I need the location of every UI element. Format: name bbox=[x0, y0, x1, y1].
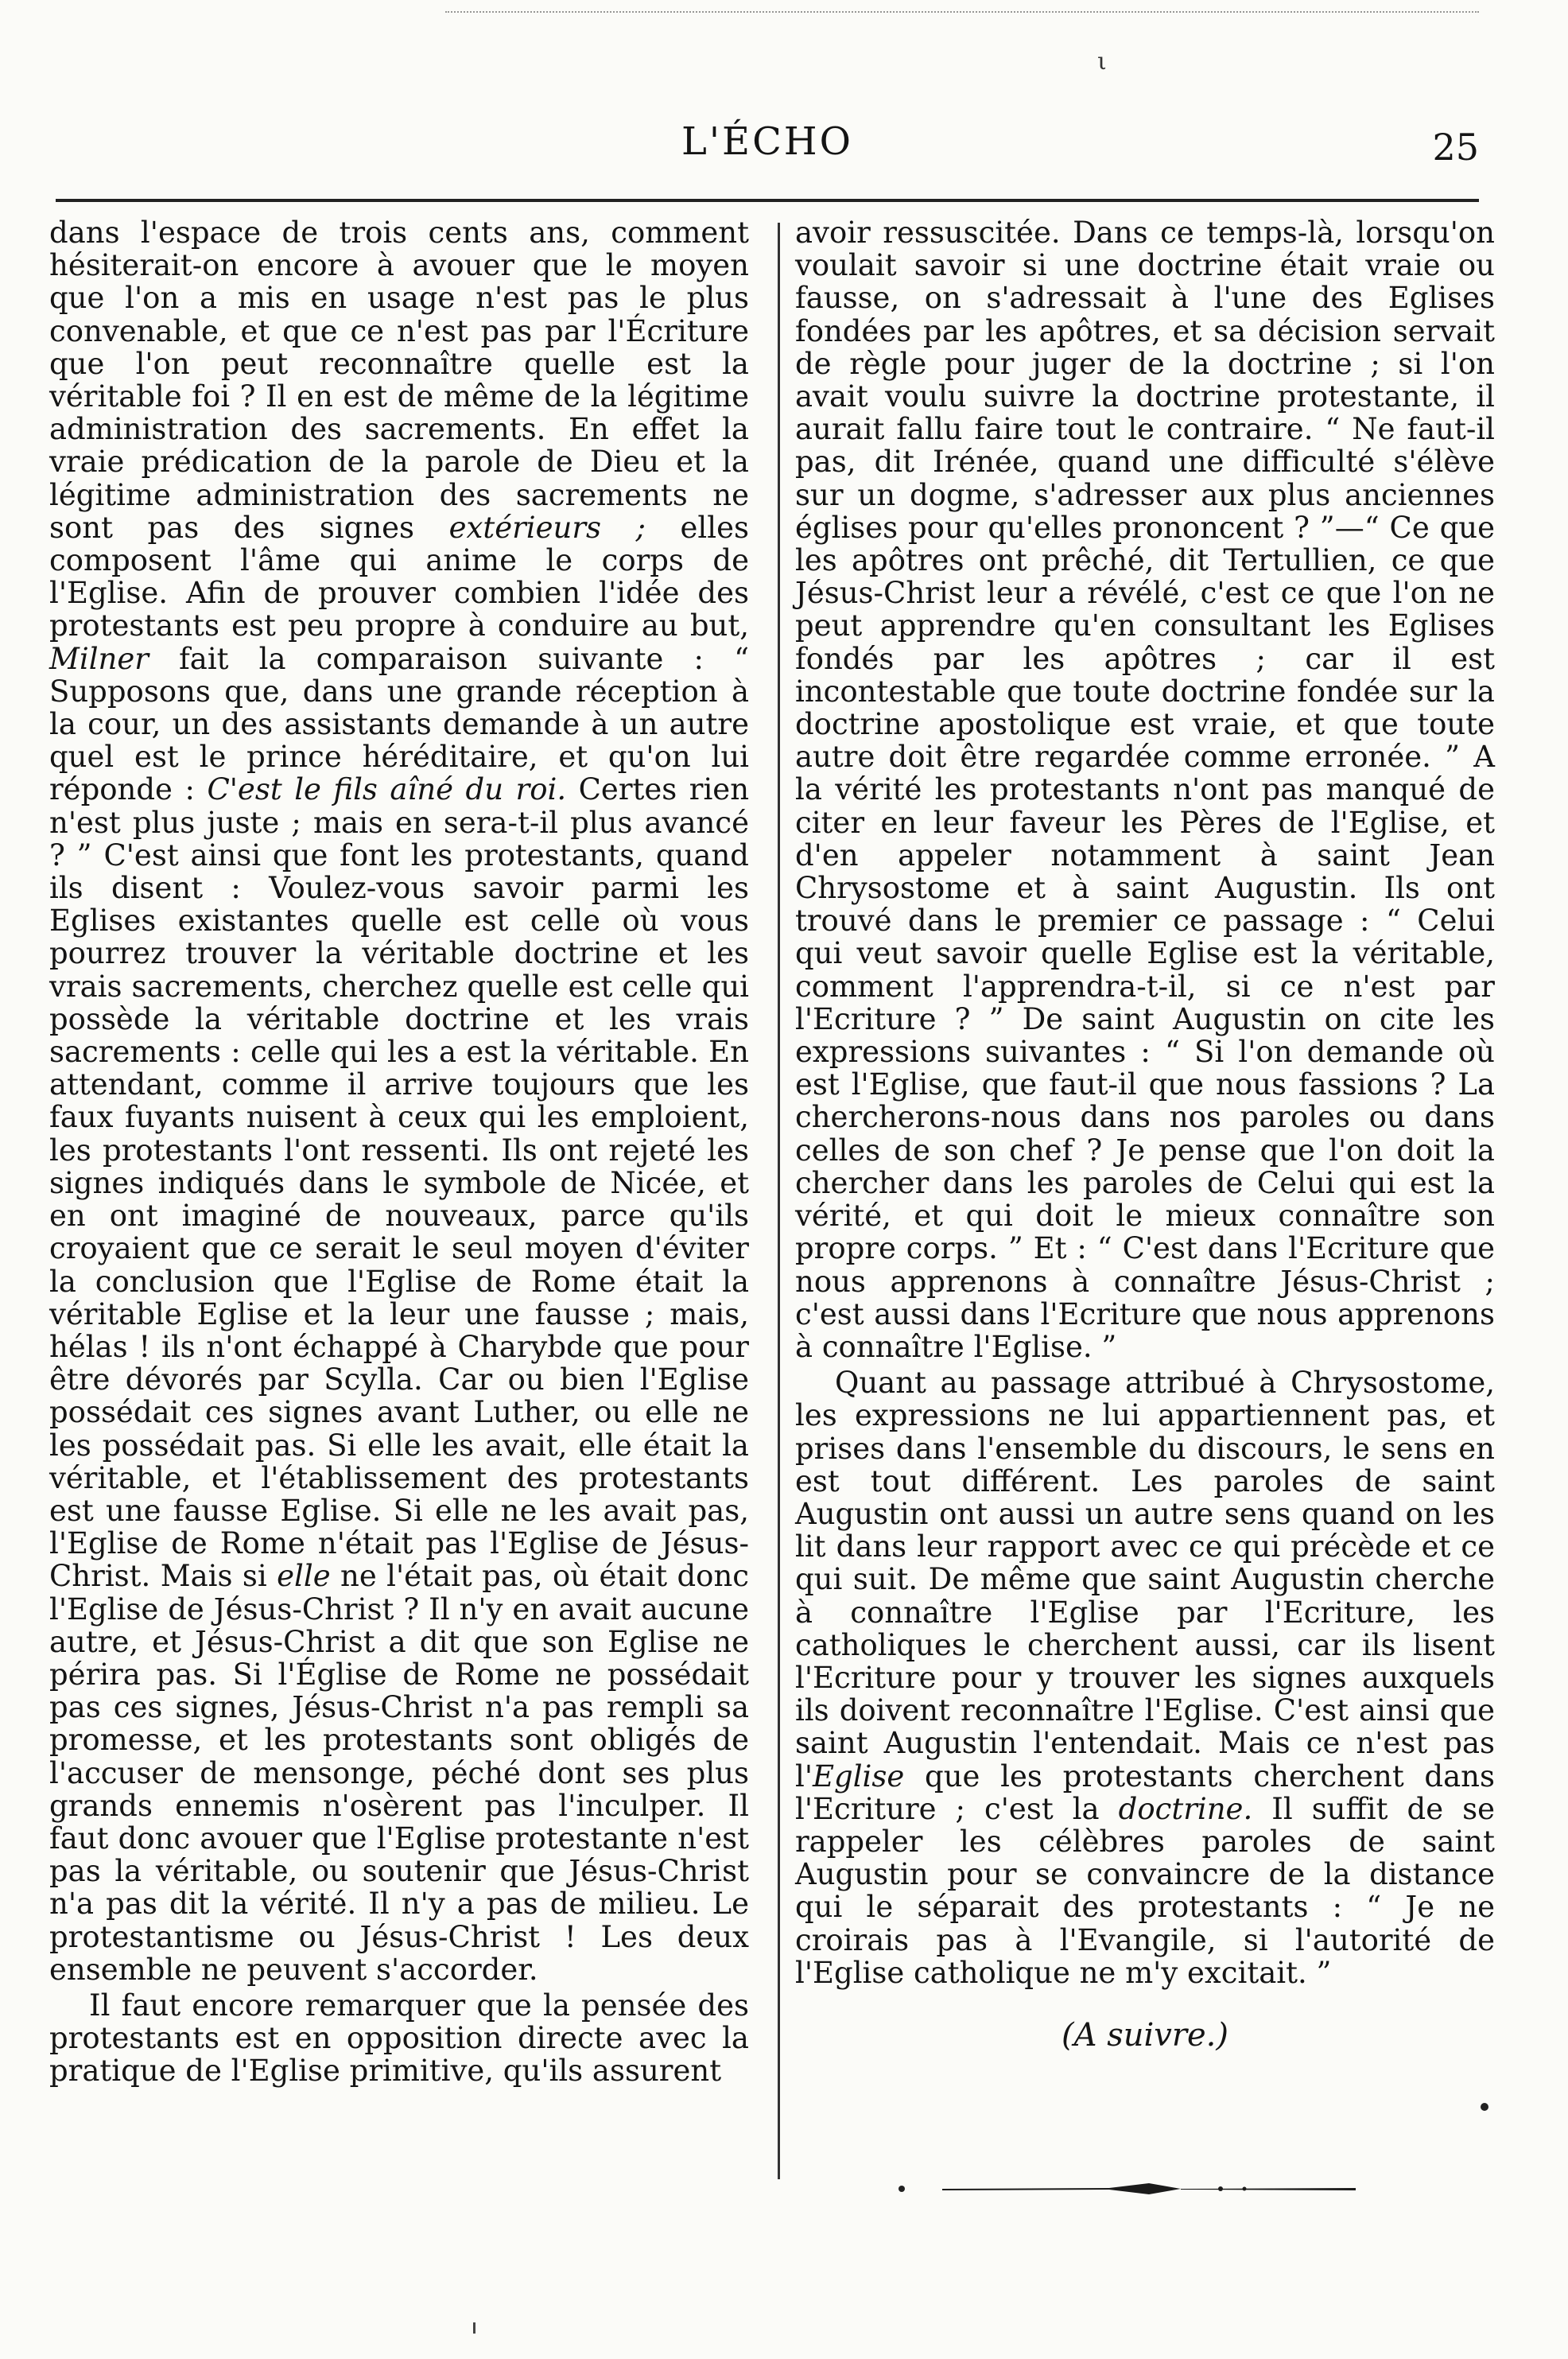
to-be-continued: (A suivre.) bbox=[1062, 2016, 1228, 2054]
text-run: elles composent l'âme qui anime le corps de l'Eglise. Afin de prouver combien l'idée des protestants est peu propre à conduire au but, bbox=[49, 510, 749, 643]
text-run: que les protestants cherchent dans l'Ecriture ; c'est la bbox=[795, 1759, 1495, 1826]
running-title: L'ÉCHO bbox=[681, 119, 854, 164]
page-number: 25 bbox=[1432, 126, 1479, 169]
text-run: ne l'était pas, où était donc l'Eglise de Jésus-Christ ? Il n'y en avait aucune autre, et Jésus-Christ a dit que son Eglise ne périra pas. Si l'Église de Rome ne possédait pas ces signes, Jésus-Christ n'a pas rempli sa promesse, et les protestants sont obligés de l'accuser de mensonge, péché dont ses plus grands ennemis n'osèrent pas l'inculper. Il faut donc avouer que l'Eglise protestante n'est pas la véritable, ou soutenir que Jésus-Christ n'a pas dit la vérité. Il n'y a pas de milieu. Le protestantisme ou Jésus-Christ ! Les deux ensemble ne peuvent s'accorder. bbox=[49, 1559, 749, 1987]
emphasis-eglise: Eglise bbox=[813, 1759, 905, 1794]
print-speck: ι bbox=[1097, 48, 1107, 76]
ornament-dot bbox=[898, 2186, 905, 2192]
top-edge-border bbox=[445, 0, 1479, 13]
emphasis-elle: elle bbox=[277, 1559, 331, 1594]
emphasis-milner: Milner bbox=[49, 641, 149, 676]
text-run: Certes rien n'est plus juste ; mais en sera-t-il plus avancé ? ” C'est ainsi que font les protestants, quand ils disent : Voulez-vous savoir parmi les Eglises existantes quelle est celle où vous pourrez trouver la véritable doctrine et les vrais sacrements, cherchez quelle est celle qui possède la véritable doctrine et les vrais sacrements : celle qui les a est la véritable. En attendant, comme il arrive toujours que les faux fuyants nuisent à ceux qui les emploient, les protestants l'ont ressenti. Ils ont rejeté les signes indiqués dans le symbole de Nicée, et en ont imaginé de nouveaux, parce qu'ils croyaient que ce serait le seul moyen d'éviter la conclusion que l'Eglise de Rome était la véritable Eglise et la leur une fausse ; mais, hélas ! ils n'ont échappé à Charybde que pour être dévorés par Scylla. Car ou bien l'Eglise possédait ces signes avant Luther, ou elle ne les possédait pas. Si elle les avait, elle était la véritable, et l'établissement des protestants est une fausse Eglise. Si elle ne les avait pas, l'Eglise de Rome n'était pas l'Eglise de Jésus-Christ. Mais si bbox=[49, 772, 750, 1594]
left-column bbox=[49, 216, 749, 2088]
left-paragraph-1 bbox=[49, 216, 749, 1986]
emphasis-doctrine: doctrine. bbox=[1118, 1791, 1253, 1826]
emphasis-exterieurs: extérieurs ; bbox=[448, 510, 646, 545]
column-divider bbox=[778, 223, 780, 2179]
print-speck bbox=[473, 2322, 475, 2334]
ornament-dot bbox=[1481, 2103, 1488, 2111]
right-paragraph-2 bbox=[795, 1366, 1495, 1989]
left-paragraph-2: Il faut encore remarquer que la pensée des protestants est en opposition directe avec la pratique de l'Eglise primitive, qu'ils assurent bbox=[49, 1988, 749, 2089]
text-run: fait la comparaison suivante : “ Supposons que, dans une grande réception à la cour, un des assistants demande à un autre quel est le prince héréditaire, et qu'on lui réponde : bbox=[49, 641, 749, 807]
text-run: dans l'espace de trois cents ans, comment hésiterait-on encore à avouer que le moyen que l'on a mis en usage n'est pas le plus convenable, et que ce n'est pas par l'Écriture que l'on peut reconnaître quelle est la véritable foi ? Il en est de même de la légitime administration des sacrements. En effet la vraie prédication de la parole de Dieu et la légitime administration des sacrements ne sont pas des signes bbox=[49, 216, 749, 545]
text-run: Il suffit de se rappeler les célèbres paroles de saint Augustin pour se convaincre de la distance qui le séparait des protestants : “ Je ne croirais pas à l'Evangile, si l'autorité de l'Eglise catholique ne m'y excitait. ” bbox=[795, 1791, 1496, 1990]
page-header bbox=[56, 119, 1479, 175]
right-paragraph-1: avoir ressuscitée. Dans ce temps-là, lorsqu'on voulait savoir si une doctrine était vraie ou fausse, on s'adressait à l'une des Eglises fondées par les apôtres, et sa décision servait de règle pour juger de la doctrine ; si l'on avait voulu suivre la doctrine protestante, il aurait fallu faire tout le contraire. “ Ne faut-il pas, dit Irénée, quand une difficulté s'élève sur un dogme, s'adresser aux plus anciennes églises pour qu'elles prononcent ? ”—“ Ce que les apôtres ont prêché, dit Tertullien, ce que Jésus-Christ leur a révélé, c'est ce que l'on ne peut apprendre qu'en consultant les Eglises fondés par les apôtres ; car il est incontestable que toute doctrine fondée sur la doctrine apostolique est vraie, et que toute autre doit être regardée comme erronée. ” A la vérité les protestants n'ont pas manqué de citer en leur faveur les Pères de l'Eglise, et d'en appeler notamment à saint Jean Chrysostome et à saint Augustin. Ils ont trouvé dans le premier ce passage : “ Celui qui veut savoir quelle Eglise est la véritable, comment l'apprendra-t-il, si ce n'est par l'Ecriture ? ” De saint Augustin on cite les expressions suivantes : “ Si l'on demande où est l'Eglise, que faut-il que nous fassions ? La chercherons-nous dans nos paroles ou dans celles de son chef ? Je pense que l'on doit la chercher dans les paroles de Celui qui est la vérité, et qui doit le mieux connaître son propre corps. ” Et : “ C'est dans l'Ecriture que nous apprenons à connaître Jésus-Christ ; c'est aussi dans l'Ecriture que nous apprenons à connaître l'Eglise. ” bbox=[795, 216, 1495, 1364]
ornament-rule bbox=[942, 2179, 1356, 2198]
text-run: Quant au passage attribué à Chrysostome, les expressions ne lui appartiennent pas, et prises dans l'ensemble du discours, le sens en est tout différent. Les paroles de saint Augustin ont aussi un autre sens quand on les lit dans leur rapport avec ce qui précède et ce qui suit. De même que saint Augustin cherche à connaître l'Eglise par l'Ecriture, les catholiques le cherchent aussi, car ils lisent l'Ecriture pour y trouver les signes auxquels ils doivent reconnaître l'Eglise. C'est ainsi que saint Augustin l'entendait. Mais ce n'est pas l' bbox=[795, 1366, 1495, 1794]
right-column bbox=[795, 216, 1495, 2052]
emphasis-fils-aine: C'est le fils aîné du roi. bbox=[207, 772, 567, 807]
header-rule bbox=[56, 199, 1479, 202]
